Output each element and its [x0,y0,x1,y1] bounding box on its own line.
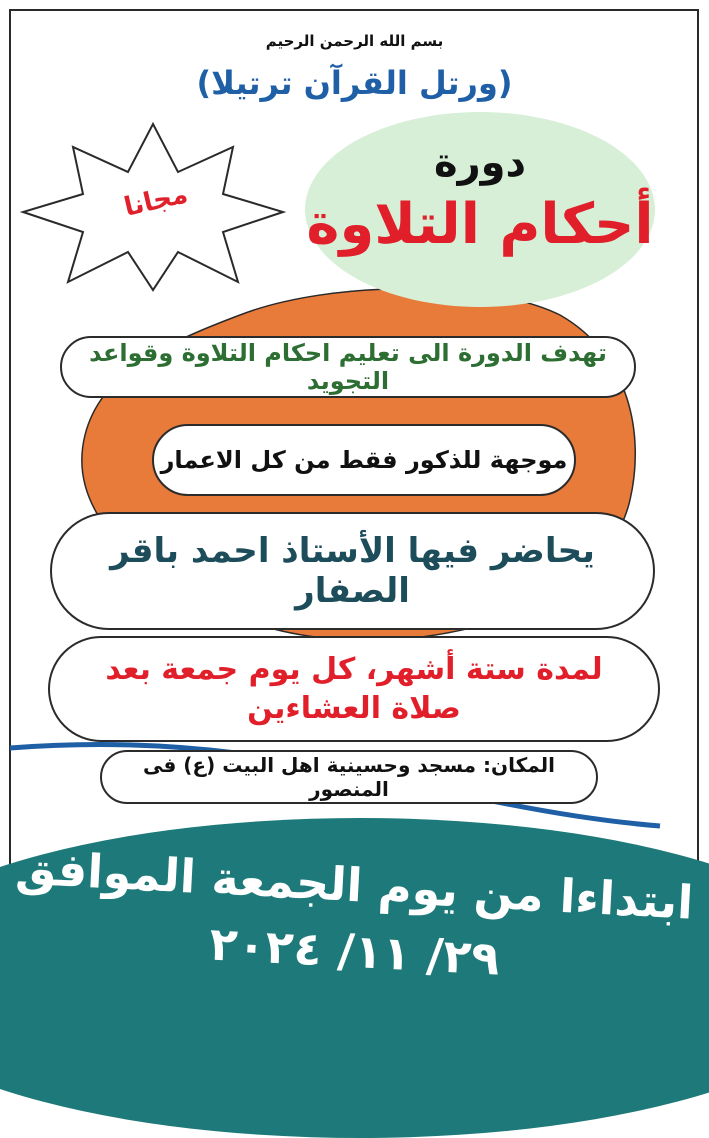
schedule-line2: صلاة العشاءين [247,691,461,726]
start-date-label: ابتداءا من يوم الجمعة الموافق [14,840,695,930]
schedule-pill [48,636,660,742]
course-title: أحكام التلاوة [306,192,654,257]
free-badge-label: مجانا [121,179,191,223]
basmala-text: بسم الله الرحمن الرحيم [265,32,444,50]
location-text: المكان: مسجد وحسينية اهل البيت (ع) فى المنصور [143,753,555,801]
location-pill [100,750,598,804]
lecturer-text: يحاضر فيها الأستاذ احمد باقر الصفار [110,531,595,611]
schedule-line1: لمدة ستة أشهر، كل يوم جمعة بعد [105,652,603,687]
start-date-value: ٢٩/ ١١/ ٢٠٢٤ [208,916,501,986]
goal-pill [60,336,636,398]
lecturer-pill [50,512,655,630]
audience-pill [152,424,576,496]
course-label: دورة [433,140,527,186]
audience-text: موجهة للذكور فقط من كل الاعمار [160,446,568,474]
verse-text: (ورتل القرآن ترتيلا) [196,64,513,102]
goal-text: تهدف الدورة الى تعليم احكام التلاوة وقواعد التجويد [89,339,607,395]
